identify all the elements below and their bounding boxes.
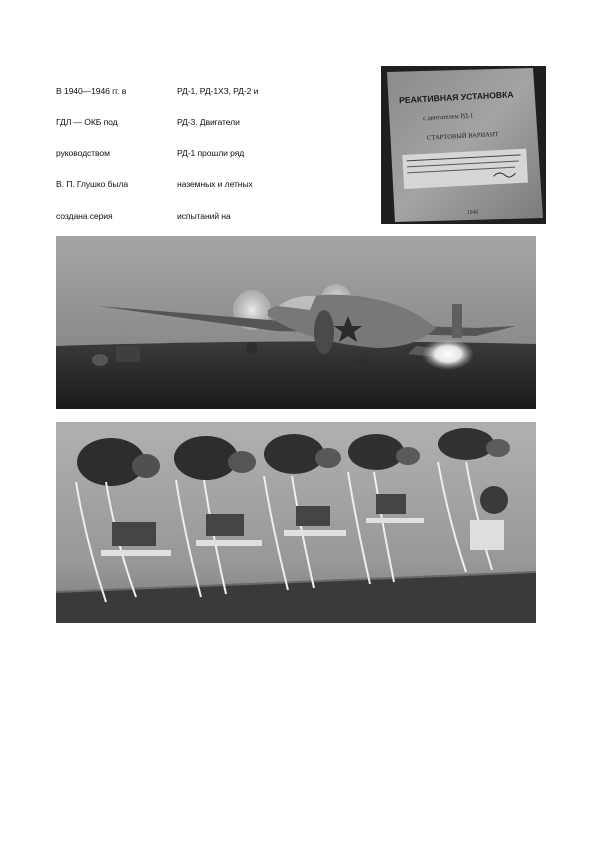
caption-line: ГДЛ — ОКБ под [56,117,118,128]
caption-line: В. П. Глушко была [56,179,129,190]
document-subtitle: с двигателем РД-1 [422,112,474,122]
caption-line: РД-1 прошли ряд [177,148,245,159]
caption-line: РД-1, РД-1ХЗ, РД-2 и [177,85,259,96]
document-title: РЕАКТИВНАЯ УСТАНОВКА [398,89,514,106]
caption-line: руководством [56,148,110,159]
document-variant: СТАРТОВЫЙ ВАРИАНТ [426,131,499,142]
caption-line: испытаний на [177,210,231,221]
engines-display-photo [56,422,536,623]
caption-line: РД-3. Двигатели [177,117,240,128]
caption-line: В 1940—1946 гг. в [56,85,127,96]
document-year: 1946 [467,210,479,216]
document-cover-photo [381,66,546,224]
airplane-photo [56,236,536,409]
caption-line: наземных и летных [177,179,253,190]
caption-line: создана серия [56,210,113,221]
